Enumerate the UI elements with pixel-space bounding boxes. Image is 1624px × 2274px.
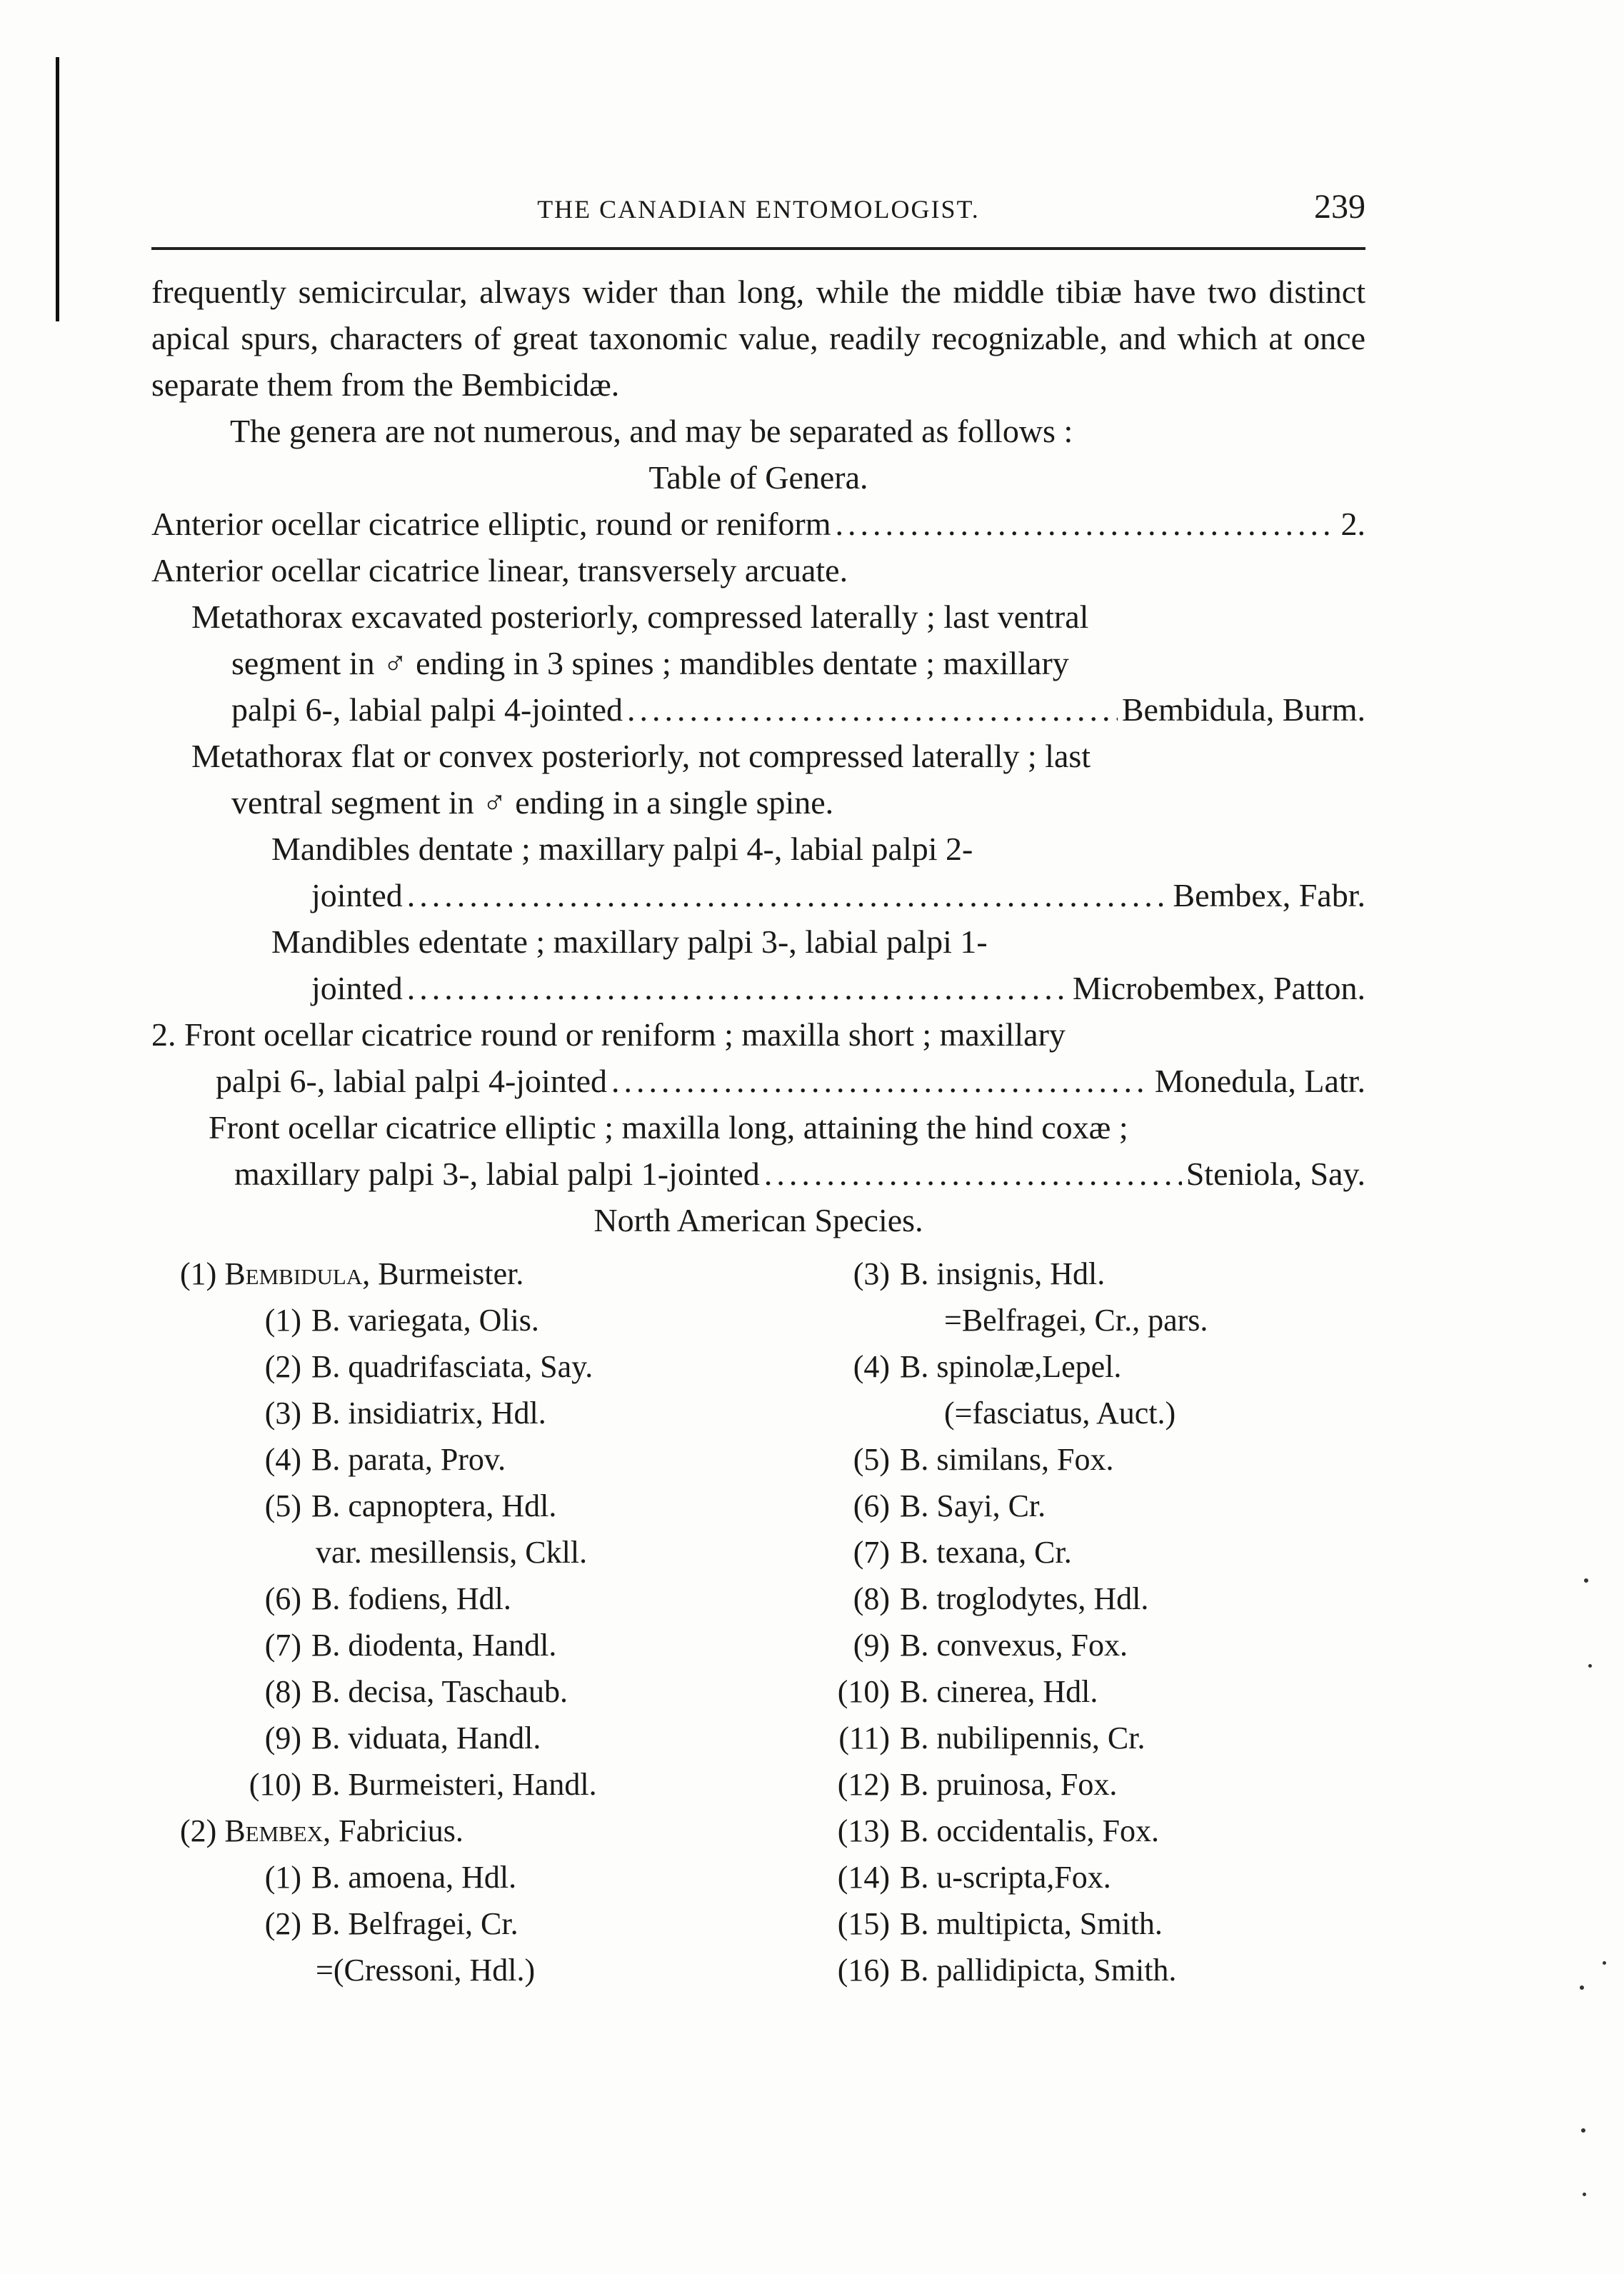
genus-heading xyxy=(180,1808,808,1854)
species-name: B. decisa, Taschaub. xyxy=(311,1674,568,1709)
species-entry xyxy=(830,1343,1365,1390)
key-reference: 2. xyxy=(1340,506,1365,542)
species-number: (7) xyxy=(264,1628,301,1663)
dot-leader xyxy=(836,501,1337,547)
species-number: (3) xyxy=(264,1396,301,1431)
species-name: B. Belfragei, Cr. xyxy=(311,1906,518,1941)
key-result-genus: Bembex, Fabr. xyxy=(1173,877,1365,913)
species-entry xyxy=(830,1715,1365,1761)
species-name: B. capnoptera, Hdl. xyxy=(311,1488,557,1523)
key-text: Anterior ocellar cicatrice elliptic, round or reniform xyxy=(151,506,831,542)
key-couplet-1a xyxy=(151,501,1365,547)
species-number: (5) xyxy=(264,1488,301,1523)
running-title: THE CANADIAN ENTOMOLOGIST. xyxy=(537,195,980,224)
key-line: Mandibles dentate ; maxillary palpi 4-, labial palpi 2- xyxy=(271,831,973,867)
species-number: (2) xyxy=(264,1349,301,1384)
species-entry xyxy=(241,1297,808,1343)
body-text xyxy=(151,269,1365,1243)
species-number: (10) xyxy=(249,1767,301,1802)
species-entry xyxy=(830,1900,1365,1947)
key-line-bembex xyxy=(311,872,1365,918)
species-entry xyxy=(830,1576,1365,1622)
key-result-genus: Bembidula, Burm. xyxy=(1121,691,1365,728)
species-entry xyxy=(830,1947,1365,1993)
genus-number: (2) xyxy=(180,1813,217,1848)
key-line: Metathorax excavated posteriorly, compressed laterally ; last ventral xyxy=(191,598,1089,635)
genus-author: , Burmeister. xyxy=(362,1256,524,1291)
key-line-steniola xyxy=(234,1151,1365,1197)
species-number: (10) xyxy=(837,1674,890,1709)
species-title: North American Species. xyxy=(593,1202,923,1238)
dot-leader xyxy=(764,1151,1182,1197)
species-number: (14) xyxy=(837,1860,890,1895)
species-number: (2) xyxy=(264,1906,301,1941)
genus-heading xyxy=(180,1251,808,1297)
species-entry xyxy=(241,1715,808,1761)
species-synonym: =(Cressoni, Hdl.) xyxy=(316,1953,536,1988)
species-entry xyxy=(830,1854,1365,1900)
species-entry xyxy=(830,1808,1365,1854)
scan-speck xyxy=(1603,1961,1606,1965)
species-name: B. occidentalis, Fox. xyxy=(900,1813,1159,1848)
key-number: 2. xyxy=(151,1016,176,1053)
species-name: B. viduata, Handl. xyxy=(311,1720,541,1755)
species-name: B. insidiatrix, Hdl. xyxy=(311,1396,546,1431)
species-entry xyxy=(830,1251,1365,1297)
species-name: B. fodiens, Hdl. xyxy=(311,1581,511,1616)
key-line: Mandibles edentate ; maxillary palpi 3-, labial palpi 1- xyxy=(271,923,988,960)
species-number: (7) xyxy=(853,1535,890,1570)
species-entry xyxy=(830,1483,1365,1529)
species-entry xyxy=(830,1668,1365,1715)
key-line: ventral segment in ♂ ending in a single spine. xyxy=(231,784,834,821)
species-entry xyxy=(241,1436,808,1483)
genus-number: (1) xyxy=(180,1256,217,1291)
dot-leader xyxy=(407,965,1068,1011)
dot-leader xyxy=(407,872,1169,918)
dot-leader xyxy=(627,686,1118,733)
key-result-genus: Steniola, Say. xyxy=(1186,1156,1365,1192)
scan-speck xyxy=(1581,2128,1585,2133)
genus-author: , Fabricius. xyxy=(323,1813,463,1848)
species-name: B. Burmeisteri, Handl. xyxy=(311,1767,597,1802)
species-list xyxy=(151,1251,1365,1993)
species-variety: var. mesillensis, Ckll. xyxy=(316,1535,588,1570)
species-name: B. Sayi, Cr. xyxy=(900,1488,1046,1523)
species-entry xyxy=(241,1483,808,1529)
genera-key xyxy=(151,501,1365,1197)
species-name: B. troglodytes, Hdl. xyxy=(900,1581,1149,1616)
species-column-right xyxy=(808,1251,1365,1993)
species-number: (12) xyxy=(837,1767,890,1802)
key-couplet-2a xyxy=(151,1011,1365,1058)
species-number: (11) xyxy=(838,1720,890,1755)
species-number: (1) xyxy=(264,1860,301,1895)
species-name: B. u-scripta,Fox. xyxy=(900,1860,1111,1895)
species-name: B. amoena, Hdl. xyxy=(311,1860,517,1895)
species-number: (4) xyxy=(264,1442,301,1477)
header-rule xyxy=(151,247,1365,250)
species-number: (16) xyxy=(837,1953,890,1988)
key-text: jointed xyxy=(311,970,403,1006)
table-title: Table of Genera. xyxy=(648,459,868,496)
key-couplet-1b: Anterior ocellar cicatrice linear, transversely arcuate. xyxy=(151,552,848,588)
key-line-microbembex xyxy=(311,965,1365,1011)
species-entry xyxy=(830,1761,1365,1808)
scan-speck xyxy=(1584,1578,1588,1583)
species-entry xyxy=(830,1622,1365,1668)
species-number: (15) xyxy=(837,1906,890,1941)
key-text: Front ocellar cicatrice round or reniform ; maxilla short ; maxillary xyxy=(184,1016,1066,1053)
species-name: B. cinerea, Hdl. xyxy=(900,1674,1098,1709)
species-entry xyxy=(241,1576,808,1622)
species-name: B. quadrifasciata, Say. xyxy=(311,1349,593,1384)
key-line-bembidula xyxy=(231,686,1365,733)
species-name: B. convexus, Fox. xyxy=(900,1628,1128,1663)
key-result-genus: Monedula, Latr. xyxy=(1154,1063,1365,1099)
scan-speck xyxy=(1588,1664,1592,1668)
dot-leader xyxy=(611,1058,1151,1104)
species-synonym: (=fasciatus, Auct.) xyxy=(944,1396,1176,1431)
key-text: palpi 6-, labial palpi 4-jointed xyxy=(231,691,623,728)
key-line-monedula xyxy=(216,1058,1365,1104)
key-text: maxillary palpi 3-, labial palpi 1-jointed xyxy=(234,1156,760,1192)
key-result-genus: Microbembex, Patton. xyxy=(1072,970,1365,1006)
species-number: (3) xyxy=(853,1256,890,1291)
key-text: jointed xyxy=(311,877,403,913)
species-entry xyxy=(241,1854,808,1900)
species-name: B. pruinosa, Fox. xyxy=(900,1767,1118,1802)
species-entry xyxy=(241,1343,808,1390)
species-name: B. diodenta, Handl. xyxy=(311,1628,557,1663)
species-entry xyxy=(241,1761,808,1808)
species-entry xyxy=(241,1622,808,1668)
scan-edge-line xyxy=(56,57,59,321)
species-name: B. similans, Fox. xyxy=(900,1442,1114,1477)
species-name: B. texana, Cr. xyxy=(900,1535,1072,1570)
intro-paragraph: frequently semicircular, always wider than long, while the middle tibiæ have two distinct apical spurs, characters of great taxonomic value, readily recognizable, and which at once separate them from the Bembicidæ. xyxy=(151,274,1365,403)
species-name: B. pallidipicta, Smith. xyxy=(900,1953,1177,1988)
species-name: B. nubilipennis, Cr. xyxy=(900,1720,1146,1755)
page xyxy=(151,184,1365,1993)
species-number: (6) xyxy=(264,1581,301,1616)
intro-paragraph-2: The genera are not numerous, and may be separated as follows : xyxy=(230,413,1073,449)
species-number: (9) xyxy=(264,1720,301,1755)
species-number: (13) xyxy=(837,1813,890,1848)
species-name: B. variegata, Olis. xyxy=(311,1303,539,1338)
species-name: B. insignis, Hdl. xyxy=(900,1256,1106,1291)
species-number: (8) xyxy=(853,1581,890,1616)
species-entry xyxy=(830,1436,1365,1483)
genus-name: Bembex xyxy=(224,1813,324,1848)
key-text: palpi 6-, labial palpi 4-jointed xyxy=(216,1063,608,1099)
species-column-left xyxy=(151,1251,808,1993)
species-entry xyxy=(241,1390,808,1436)
species-entry xyxy=(241,1900,808,1947)
species-number: (4) xyxy=(853,1349,890,1384)
species-number: (8) xyxy=(264,1674,301,1709)
species-name: B. multipicta, Smith. xyxy=(900,1906,1163,1941)
species-number: (9) xyxy=(853,1628,890,1663)
scan-speck xyxy=(1580,1985,1584,1990)
page-number: 239 xyxy=(1314,188,1365,226)
genus-name: Bembidula xyxy=(224,1256,363,1291)
species-name: B. parata, Prov. xyxy=(311,1442,506,1477)
page-header xyxy=(151,184,1365,231)
species-synonym: =Belfragei, Cr., pars. xyxy=(944,1303,1208,1338)
scan-speck xyxy=(1583,2193,1586,2196)
species-number: (6) xyxy=(853,1488,890,1523)
species-number: (1) xyxy=(264,1303,301,1338)
key-couplet-2b: Front ocellar cicatrice elliptic ; maxilla long, attaining the hind coxæ ; xyxy=(209,1109,1128,1146)
key-line: segment in ♂ ending in 3 spines ; mandibles dentate ; maxillary xyxy=(231,645,1069,681)
species-name: B. spinolæ,Lepel. xyxy=(900,1349,1122,1384)
species-number: (5) xyxy=(853,1442,890,1477)
species-entry xyxy=(830,1529,1365,1576)
species-entry xyxy=(241,1668,808,1715)
key-line: Metathorax flat or convex posteriorly, not compressed laterally ; last xyxy=(191,738,1091,774)
